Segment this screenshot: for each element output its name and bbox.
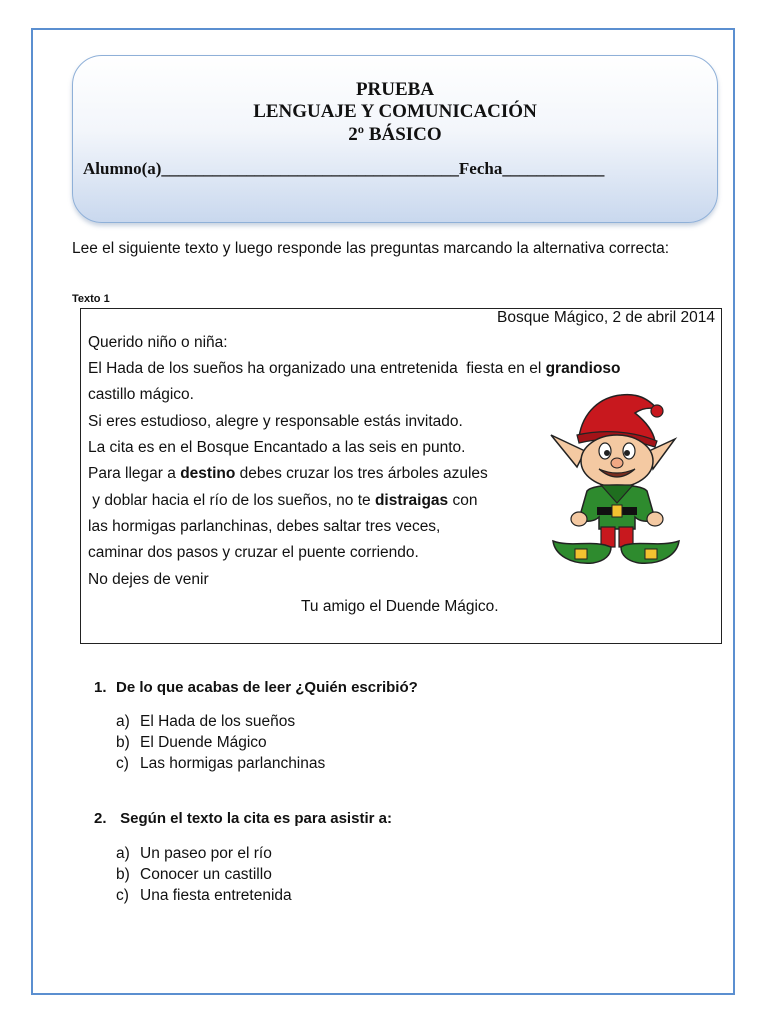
word-distraigas: distraigas [374, 492, 449, 509]
q1-option-b[interactable]: b) El Duende Mágico [116, 734, 267, 751]
word-destino: destino [180, 465, 236, 482]
letter-line-1: El Hada de los sueños ha organizado una entretenida fiesta en el grandioso [88, 360, 621, 377]
question-2-options [116, 843, 292, 906]
letter-signature: Tu amigo el Duende Mágico. [301, 598, 499, 615]
student-label: Alumno(a) [83, 159, 162, 178]
q1-option-c[interactable]: c) Las hormigas parlanchinas [116, 755, 326, 772]
letter-line-5: Para llegar a destino debes cruzar los tres árboles azules [88, 465, 488, 482]
text-label: Texto 1 [72, 293, 110, 305]
student-blank[interactable]: ___________________________________ [161, 159, 459, 178]
header-box [72, 55, 718, 223]
student-line [83, 159, 604, 179]
reading-text-box [80, 308, 722, 644]
letter-line-6: y doblar hacia el río de los sueños, no te distraigas con [88, 492, 478, 509]
grade-title: 2º BÁSICO [348, 124, 442, 145]
test-title: PRUEBA [355, 79, 435, 100]
letter-line-3: Si eres estudioso, alegre y responsable estás invitado. [88, 413, 463, 430]
letter-line-8: caminar dos pasos y cruzar el puente corriendo. [88, 544, 419, 561]
subject-title: LENGUAJE Y COMUNICACIÓN [253, 101, 537, 122]
letter-line-4: La cita es en el Bosque Encantado a las seis en punto. [88, 439, 466, 456]
q2-option-a[interactable]: a) Un paseo por el río [116, 845, 272, 862]
letter-line-9: No dejes de venir [88, 571, 209, 588]
q2-option-c[interactable]: c) Una fiesta entretenida [116, 887, 292, 904]
date-label: Fecha [458, 159, 503, 178]
q2-option-b[interactable]: b) Conocer un castillo [116, 866, 272, 883]
letter-date: Bosque Mágico, 2 de abril 2014 [496, 309, 715, 326]
question-1-options [116, 711, 325, 774]
letter-greeting: Querido niño o niña: [88, 334, 228, 351]
elf-illustration [549, 391, 685, 569]
instructions: Lee el siguiente texto y luego responde las preguntas marcando la alternativa correcta: [72, 240, 670, 257]
date-blank[interactable]: ____________ [502, 159, 605, 178]
word-grandioso: grandioso [545, 360, 621, 377]
letter-line-2: castillo mágico. [88, 386, 194, 403]
question-2: 2. Según el texto la cita es para asistir a: [94, 810, 392, 827]
question-1: 1. De lo que acabas de leer ¿Quién escribió? [94, 679, 418, 696]
q1-option-a[interactable]: a) El Hada de los sueños [116, 713, 296, 730]
letter-line-7: las hormigas parlanchinas, debes saltar tres veces, [88, 518, 441, 535]
